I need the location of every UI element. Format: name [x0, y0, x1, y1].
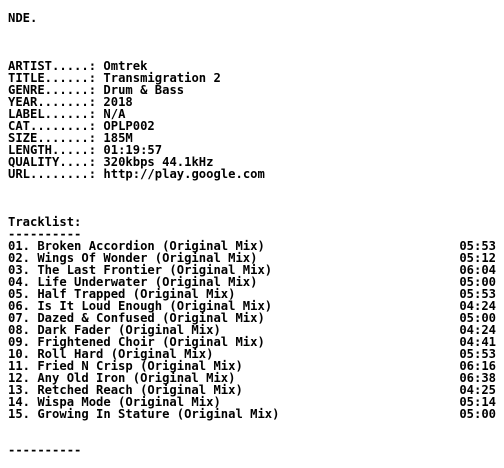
meta-url	[8, 168, 265, 180]
track-duration: 05:00	[459, 275, 496, 289]
track-duration: 05:12	[459, 251, 496, 265]
track-duration: 04:25	[459, 383, 496, 397]
track-title: 02. Wings Of Wonder (Original Mix)	[8, 251, 258, 265]
meta-url-link[interactable]: http://play.google.com	[103, 167, 265, 181]
meta-key: GENRE......:	[8, 83, 97, 97]
track-title: 01. Broken Accordion (Original Mix)	[8, 239, 265, 253]
track-duration: 05:53	[459, 347, 496, 361]
track-duration: 06:38	[459, 371, 496, 385]
track-duration: 05:00	[459, 311, 496, 325]
track-duration: 04:24	[459, 299, 496, 313]
track-title: 08. Dark Fader (Original Mix)	[8, 323, 221, 337]
meta-key: URL........:	[8, 167, 97, 181]
track-duration: 05:00	[459, 407, 496, 421]
meta-key: LABEL......:	[8, 107, 97, 121]
meta-value: OPLP002	[103, 119, 155, 133]
track-title: 03. The Last Frontier (Original Mix)	[8, 263, 273, 277]
meta-value: 01:19:57	[103, 143, 163, 157]
release-group-title: NDE.	[8, 11, 38, 25]
track-duration: 05:14	[459, 395, 496, 409]
meta-key: CAT........:	[8, 119, 97, 133]
track-duration: 04:41	[459, 335, 496, 349]
tracklist-heading: Tracklist:	[8, 215, 82, 229]
track-title: 11. Fried N Crisp (Original Mix)	[8, 359, 243, 373]
meta-value: Drum & Bass	[103, 83, 185, 97]
track-duration: 05:53	[459, 239, 496, 253]
track-title: 05. Half Trapped (Original Mix)	[8, 287, 236, 301]
track-duration: 06:04	[459, 263, 496, 277]
meta-key: ARTIST.....:	[8, 59, 97, 73]
track-title: 04. Life Underwater (Original Mix)	[8, 275, 258, 289]
track-title: 07. Dazed & Confused (Original Mix)	[8, 311, 265, 325]
track-duration: 04:24	[459, 323, 496, 337]
track-title: 15. Growing In Stature (Original Mix)	[8, 407, 280, 421]
track-duration: 05:53	[459, 287, 496, 301]
meta-key: LENGTH.....:	[8, 143, 97, 157]
track-duration: 06:16	[459, 359, 496, 373]
tracklist-divider: ----------	[8, 227, 82, 241]
meta-value: 2018	[103, 95, 133, 109]
meta-key: SIZE.......:	[8, 131, 97, 145]
track-title: 10. Roll Hard (Original Mix)	[8, 347, 214, 361]
meta-value: 320kbps 44.1kHz	[103, 155, 214, 169]
footer-divider: ----------	[8, 443, 82, 457]
track-title: 06. Is It Loud Enough (Original Mix)	[8, 299, 273, 313]
meta-value: Omtrek	[103, 59, 148, 73]
meta-value: N/A	[103, 107, 126, 121]
track-title: 09. Frightened Choir (Original Mix)	[8, 335, 265, 349]
meta-key: QUALITY....:	[8, 155, 97, 169]
meta-key: YEAR.......:	[8, 95, 97, 109]
meta-value: Transmigration 2	[103, 71, 221, 85]
track-row	[8, 408, 496, 420]
track-title: 13. Retched Reach (Original Mix)	[8, 383, 243, 397]
track-title: 12. Any Old Iron (Original Mix)	[8, 371, 236, 385]
meta-key: TITLE......:	[8, 71, 97, 85]
meta-value: 185M	[103, 131, 133, 145]
track-title: 14. Wispa Mode (Original Mix)	[8, 395, 221, 409]
